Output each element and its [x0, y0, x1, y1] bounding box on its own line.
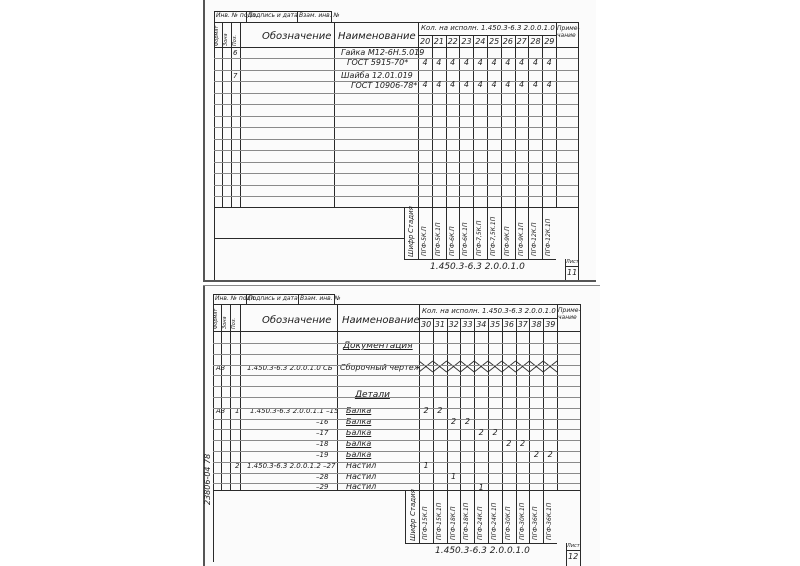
qty-col-line	[528, 35, 529, 207]
section-parts: Детали	[355, 390, 390, 400]
code-label: ПГФ-5К.1П	[434, 222, 442, 256]
qty-cell: 2	[520, 439, 526, 448]
qty-col-line	[515, 35, 516, 207]
code-col-line	[433, 490, 434, 543]
qty-cell: 4	[532, 80, 538, 89]
doc-format: А3	[216, 364, 226, 372]
item-7-standard: ГОСТ 10906-78*	[351, 81, 418, 90]
part-name: Балка	[346, 450, 372, 459]
stamp-replace: Взам. инв. №	[300, 295, 341, 302]
qty-cell: 4	[546, 58, 552, 67]
stamp-sign: Подпись и дата	[248, 295, 298, 302]
sheet-number: 12	[568, 552, 579, 561]
code-col-line	[447, 490, 448, 543]
qty-col-number: 39	[545, 320, 556, 329]
part-name: Настил	[346, 482, 377, 491]
code-label: ПГФ-5К.П	[421, 226, 428, 256]
qty-col-number: 28	[530, 37, 541, 46]
qty-col-line	[432, 35, 433, 207]
qty-col-number: 33	[462, 320, 473, 329]
code-label: ПГФ-9К.П	[503, 226, 511, 256]
qty-col-line	[542, 35, 543, 207]
sheet-label: Лист	[567, 543, 580, 549]
qty-cell: 4	[505, 80, 511, 89]
code-label: ПГФ-7,5К.1П	[490, 216, 497, 256]
row-line	[213, 365, 580, 366]
doc-designation: 1.450.3-6.3 2.0.0.1.0 СБ	[247, 364, 333, 372]
part-name: Балка	[346, 417, 372, 426]
item-7-name: Шайба 12.01.019	[341, 71, 413, 80]
qty-cell: 4	[450, 80, 456, 89]
part-suffix: –16	[316, 418, 329, 426]
codes-label-stage: Стадия	[407, 206, 415, 233]
row-line	[213, 375, 580, 376]
qty-cell: 2	[478, 428, 484, 437]
qty-col-number: 25	[489, 37, 500, 46]
code-col-line	[516, 490, 517, 543]
row-line	[213, 397, 580, 398]
pos-6: 6	[233, 49, 238, 57]
qty-cell: 4	[546, 80, 552, 89]
qty-cell: 4	[436, 80, 442, 89]
code-label: ПГФ-15К.1П	[435, 502, 443, 540]
part-pos-2: 2	[235, 462, 240, 470]
vcol-pos: Поз.	[232, 34, 238, 46]
row-line	[214, 162, 578, 163]
qty-col-line	[501, 35, 502, 207]
row-line	[213, 408, 580, 409]
qty-cell: 2	[506, 439, 512, 448]
qty-col-line	[487, 35, 488, 207]
qty-col-number: 23	[461, 37, 472, 46]
qty-cell: 4	[505, 58, 511, 67]
code-label: ПГФ-15К.П	[422, 506, 429, 540]
qty-cell: 2	[533, 450, 539, 459]
stamp-inv: Инв. № подл.	[216, 12, 258, 19]
qty-cell: 4	[436, 58, 442, 67]
row-line	[214, 127, 578, 128]
qty-col-number: 34	[476, 320, 487, 329]
row-line	[214, 139, 578, 140]
code-label: ПГФ-18К.П	[449, 506, 457, 540]
header-note: Приме-чание	[558, 307, 581, 321]
qty-col-number: 38	[531, 320, 542, 329]
row-line	[214, 173, 578, 174]
qty-col-number: 29	[544, 37, 555, 46]
row-line	[213, 429, 580, 430]
qty-cell: 1	[423, 461, 429, 470]
codes-label-stage: Стадия	[409, 489, 417, 516]
qty-col-number: 27	[516, 37, 527, 46]
qty-col-number: 26	[502, 37, 513, 46]
vcol-zone: Зона	[223, 33, 229, 46]
code-col-line	[488, 490, 489, 543]
sheet-number: 11	[567, 268, 578, 277]
qty-cell: 4	[491, 80, 497, 89]
codes-label-cipher: Шифр	[407, 234, 415, 257]
stamp-sign: Подпись и дата	[248, 12, 298, 19]
code-col-line	[460, 490, 461, 543]
vcol-zone: Зона	[222, 316, 228, 329]
row-line	[213, 462, 580, 463]
qty-col-number: 20	[420, 37, 431, 46]
qty-cell: 2	[492, 428, 498, 437]
vcol-format: Формат	[213, 308, 219, 329]
vcol-format: Формат	[214, 25, 220, 46]
code-col-line	[474, 490, 475, 543]
row-line	[213, 483, 580, 484]
part-suffix: –29	[316, 483, 329, 491]
part-suffix: –17	[316, 429, 329, 437]
part-name-1: Балка	[346, 406, 372, 415]
qty-cell: 4	[422, 58, 428, 67]
qty-col-line	[473, 35, 474, 207]
qty-cell: 4	[463, 58, 469, 67]
code-col-line	[459, 207, 460, 259]
qty-col-number: 36	[503, 320, 514, 329]
qty-col-line	[459, 35, 460, 207]
part-name: Балка	[346, 428, 372, 437]
row-line	[214, 104, 578, 105]
code-label: ПГФ-36К.1П	[546, 502, 554, 540]
code-label: ПГФ-6К.П	[448, 226, 456, 256]
code-col-line	[543, 490, 544, 543]
row-line	[213, 386, 580, 387]
row-line	[214, 196, 578, 197]
item-6-standard: ГОСТ 5915-70*	[347, 58, 409, 67]
row-line	[213, 473, 580, 474]
header-qty: Кол. на исполн. 1.450.3-6.3 2.0.0.1.0	[421, 24, 555, 32]
row-line	[214, 93, 578, 94]
title-code: 1.450.3-6.3 2.0.0.1.0	[430, 262, 525, 272]
header-designation: Обозначение	[262, 31, 332, 42]
qty-cell: 4	[450, 58, 456, 67]
title-code: 1.450.3-6.3 2.0.0.1.0	[435, 546, 530, 556]
code-label: ПГФ-24К.1П	[491, 502, 498, 540]
qty-cell: 4	[519, 58, 525, 67]
qty-cell: 1	[478, 483, 484, 492]
code-label: ПГФ-36К.П	[532, 506, 540, 540]
code-col-line	[528, 207, 529, 259]
header-qty: Кол. на исполн. 1.450.3-6.3 2.0.0.1.0	[422, 307, 556, 315]
qty-cell: 4	[477, 58, 483, 67]
side-archive-number: 23806-04 78	[203, 453, 212, 505]
code-col-line	[529, 490, 530, 543]
qty-col-number: 31	[434, 320, 445, 329]
header-name: Наименование	[338, 31, 416, 42]
row-line	[214, 70, 578, 71]
codes-label-cipher: Шифр	[409, 518, 417, 541]
code-label: ПГФ-6К.1П	[462, 222, 470, 256]
qty-cell: 2	[423, 406, 429, 415]
code-label: ПГФ-12К.П	[531, 222, 539, 256]
stamp-replace: Взам. инв. №	[299, 12, 340, 19]
code-col-line	[542, 207, 543, 259]
qty-cell: 4	[532, 58, 538, 67]
code-label: ПГФ-30К.П	[504, 506, 512, 540]
code-label: ПГФ-18К.1П	[463, 502, 471, 540]
qty-cell: 1	[451, 472, 457, 481]
row-line	[213, 343, 580, 344]
stamp-inv: Инв. № подл.	[215, 295, 257, 302]
code-col-line	[432, 207, 433, 259]
row-line	[213, 354, 580, 355]
row-line	[214, 185, 578, 186]
row-line	[213, 419, 580, 420]
qty-cell: 4	[519, 80, 525, 89]
part-suffix: –28	[316, 473, 329, 481]
row-line	[214, 150, 578, 151]
qty-cell: 2	[464, 417, 470, 426]
code-label: ПГФ-12К.1П	[545, 218, 553, 256]
qty-col-number: 37	[517, 320, 528, 329]
qty-col-number: 35	[490, 320, 501, 329]
header-note: Приме-чание	[557, 25, 580, 39]
code-col-line	[487, 207, 488, 259]
doc-name: Сборочный чертеж	[340, 363, 421, 372]
pos-7: 7	[233, 72, 238, 80]
part-name-2: Настил	[346, 461, 377, 470]
qty-col-number: 32	[448, 320, 459, 329]
header-name: Наименование	[342, 315, 420, 326]
code-label: ПГФ-7,5К.П	[476, 220, 484, 256]
code-label: ПГФ-30К.1П	[518, 502, 526, 540]
qty-col-line	[446, 35, 447, 207]
code-col-line	[418, 207, 419, 259]
code-label: ПГФ-9К.1П	[517, 222, 525, 256]
code-col-line	[502, 490, 503, 543]
code-col-line	[473, 207, 474, 259]
part-suffix: –18	[316, 440, 329, 448]
qty-cell: 2	[451, 417, 457, 426]
qty-cell: 2	[437, 406, 443, 415]
part-name: Настил	[346, 472, 377, 481]
qty-cell: 4	[491, 58, 497, 67]
vcol-pos: Поз.	[231, 317, 237, 329]
code-col-line	[501, 207, 502, 259]
part-designation-2: 1.450.3-6.3 2.0.0.1.2 –27	[247, 462, 336, 470]
code-label: ПГФ-24К.П	[477, 506, 485, 540]
qty-col-number: 21	[433, 37, 444, 46]
part-format: А3	[216, 407, 226, 415]
header-designation: Обозначение	[262, 315, 332, 326]
row-line	[214, 116, 578, 117]
part-pos-1: 1	[235, 407, 240, 415]
row-line	[213, 451, 580, 452]
qty-col-number: 30	[421, 320, 432, 329]
part-name: Балка	[346, 439, 372, 448]
code-col-line	[515, 207, 516, 259]
qty-cell: 4	[463, 80, 469, 89]
code-col-line	[419, 490, 420, 543]
qty-col-number: 24	[475, 37, 486, 46]
code-col-line	[446, 207, 447, 259]
sheet-label: Лист	[566, 259, 579, 265]
qty-col-number: 22	[447, 37, 458, 46]
qty-cell: 4	[477, 80, 483, 89]
part-suffix: –19	[316, 451, 329, 459]
qty-cell: 2	[547, 450, 553, 459]
section-documentation: Документация	[343, 341, 413, 351]
part-designation-1: 1.450.3-6.3 2.0.0.1.1 –15	[250, 407, 339, 415]
qty-cell: 4	[422, 80, 428, 89]
item-6-name: Гайка М12-6Н.5.019	[341, 48, 425, 57]
